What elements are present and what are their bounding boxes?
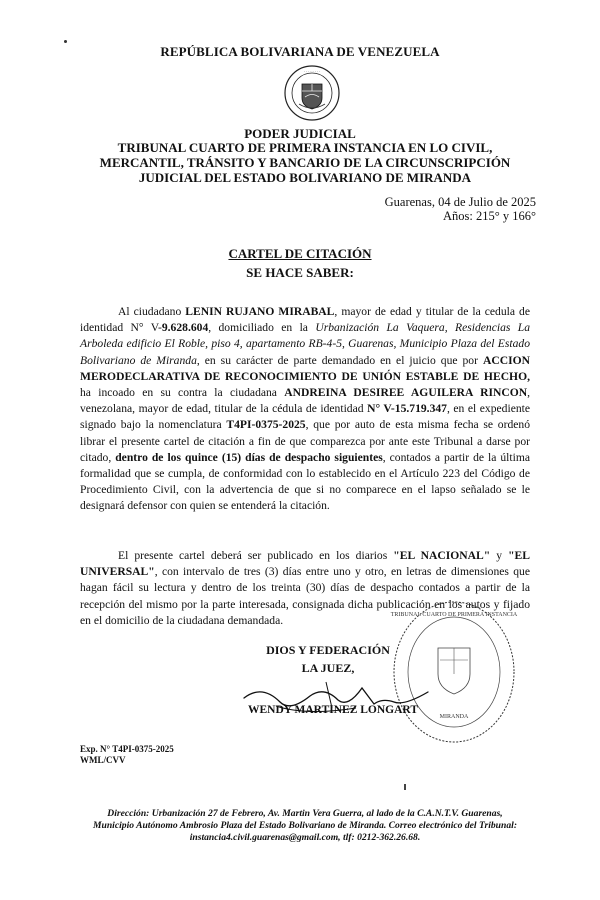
years-line: Años: 215° y 166° [443, 209, 536, 223]
text-run: , en su carácter de parte demandado en el juicio que por [196, 353, 483, 367]
date-line: Guarenas, 04 de Julio de 2025 [384, 195, 536, 209]
footer-line-3: instancia4.civil.guarenas@gmail.com, tlf: 0212-362.26.68. [189, 832, 421, 843]
text-run: , mayor de edad y titular de la cedula de identidad N° V- [80, 305, 530, 335]
judge-name: WENDY MARTINEZ LONGART [247, 704, 418, 716]
case-reference-line: Exp. N° T4PI-0375-2025 [80, 744, 174, 754]
tribunal-heading [90, 140, 520, 185]
text-run: , que por auto de esta misma fecha se ordenó librar el presente cartel de citación a fin de que comparezca por ante este Tribunal a darse por citado, [80, 418, 530, 464]
closing-line-1: DIOS Y FEDERACIÓN [266, 643, 390, 657]
stamp-inner-text: MIRANDA [439, 714, 469, 720]
appearance-term: dentro de los quince (15) días de despacho siguientes [115, 450, 383, 464]
text-run: , en el expediente signado bajo la nomenclatura [80, 402, 530, 432]
newspaper-1: "EL NACIONAL" [393, 549, 491, 562]
ink-dot [64, 40, 67, 43]
text-run: y [490, 549, 509, 562]
initials-line: WML/CVV [80, 755, 126, 765]
country-heading: REPÚBLICA BOLIVARIANA DE VENEZUELA [160, 44, 440, 59]
text-run: Al ciudadano [118, 305, 186, 318]
svg-text:· · · · · · · ·: · · · · · · · · [303, 70, 321, 74]
court-address-footer [80, 808, 530, 844]
footer-line-1: Dirección: Urbanización 27 de Febrero, Av. Martin Vera Guerra, al lado de la C.A.N.T.V. Guarenas, [107, 808, 503, 819]
text-run: ha incoado en su contra la ciudadana [80, 386, 285, 400]
hace-saber-heading: SE HACE SABER: [246, 265, 354, 280]
text-run: , domiciliado en la [208, 321, 316, 335]
case-number: T4PI-0375-2025 [226, 418, 306, 432]
case-type: ACCION MERODECLARATIVA DE RECONOCIMIENTO DE UNIÓN ESTABLE DE HECHO, [80, 353, 530, 383]
plaintiff-name: ANDREINA DESIREE AGUILERA RINCON [284, 386, 528, 400]
tribunal-line-2: MERCANTIL, TRÁNSITO Y BANCARIO DE LA CIRCUNSCRIPCIÓN [99, 155, 511, 170]
citation-paragraph [80, 304, 530, 515]
plaintiff-id: N° V-15.719.347 [367, 402, 447, 416]
defendant-name: LENIN RUJANO MIRABAL [185, 305, 335, 318]
document-title [0, 246, 600, 262]
coat-of-arms-seal-icon [283, 64, 341, 122]
tribunal-line-3: JUDICIAL DEL ESTADO BOLIVARIANO DE MIRANDA [138, 170, 472, 185]
defendant-id: 9.628.604 [161, 321, 209, 335]
date-block [385, 195, 536, 223]
newspaper-2: "EL UNIVERSAL" [80, 549, 530, 579]
defendant-address: Urbanización La Vaquera, Residencias La Arboleda edificio El Roble, piso 4, apartamento RB-4-5, Guarenas, Municipio Plaza del Estado Bolivariano de Miranda [80, 321, 530, 367]
cartel-title-text: CARTEL DE CITACIÓN [228, 246, 372, 261]
stamp-outer-text: TRIBUNAL CUARTO DE PRIMERA INSTANCIA [390, 612, 518, 618]
text-run: , venezolana, mayor de edad, titular de la cédula de identidad [80, 386, 530, 416]
text-run: , con intervalo de tres (3) días entre uno y otro, en letras de dimensiones que hagan fácil su lectura y dentro de los treinta (30) días de despacho contados a partir de la recepción del mismo por la parte interesada, consignada dicha publicación en los autos y fijado en el domicilio de la ciudadana demandada. [80, 565, 530, 627]
closing-line-2: LA JUEZ, [301, 661, 355, 675]
poder-judicial-heading: PODER JUDICIAL [244, 126, 356, 141]
case-reference-note [80, 744, 174, 766]
footer-line-2: Municipio Autónomo Ambrosio Plaza del Estado Bolivariano de Miranda. Correo electrónico del Tribunal: [92, 820, 518, 831]
text-run: , contados a partir de la última formalidad que se cumpla, de conformidad con lo establecido en el Artículo 223 del Código de Procedimiento Civil, con la advertencia de que si no comparece en el lapso señalado se le designará defensor con quien se entenderá la citación. [80, 450, 531, 513]
text-run: El presente cartel deberá ser publicado en los diarios [118, 549, 394, 562]
tribunal-line-1: TRIBUNAL CUARTO DE PRIMERA INSTANCIA EN LO CIVIL, [117, 140, 493, 155]
ink-mark [404, 784, 406, 790]
